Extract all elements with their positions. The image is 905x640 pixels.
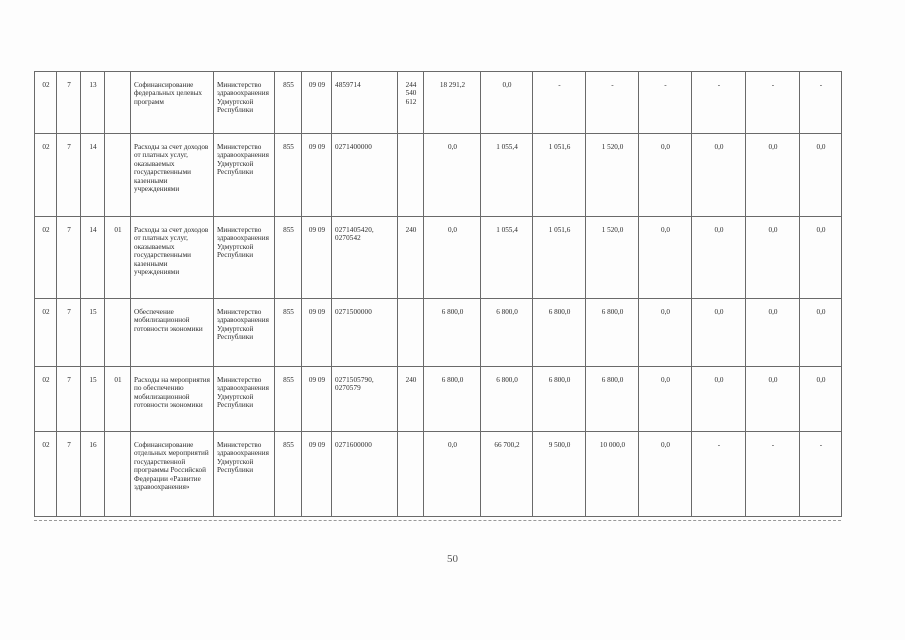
program-code-cell: 02 <box>35 217 57 299</box>
target-item-cell: 0271500000 <box>332 299 398 367</box>
expense-type-cell: 240 <box>398 367 424 432</box>
activity-name-cell: Обеспечение мобилизационной готовности экономики <box>131 299 214 367</box>
page-number: 50 <box>447 553 458 565</box>
value-cell: 10 000,0 <box>586 432 639 517</box>
section-subsection-cell: 09 09 <box>302 72 332 134</box>
activity-code-cell <box>105 72 131 134</box>
section-subsection-cell: 09 09 <box>302 299 332 367</box>
grbs-code-cell: 855 <box>275 367 302 432</box>
grbs-code-cell: 855 <box>275 432 302 517</box>
activity-code-cell <box>105 134 131 217</box>
value-cell: 18 291,2 <box>424 72 481 134</box>
table-row <box>35 72 842 134</box>
main-activity-code-cell: 14 <box>81 134 105 217</box>
target-item-cell: 0271405420, 0270542 <box>332 217 398 299</box>
value-cell: 0,0 <box>639 134 692 217</box>
executor-cell: Министерство здравоохранения Удмуртской Республики <box>214 299 275 367</box>
value-cell: 6 800,0 <box>533 299 586 367</box>
value-cell: 0,0 <box>692 299 746 367</box>
value-cell: 0,0 <box>692 217 746 299</box>
value-cell: 0,0 <box>800 134 842 217</box>
main-activity-code-cell: 16 <box>81 432 105 517</box>
activity-name-cell: Расходы на мероприятия по обеспечению мобилизационной готовности экономики <box>131 367 214 432</box>
subprogram-code-cell: 7 <box>57 134 81 217</box>
program-code-cell: 02 <box>35 432 57 517</box>
executor-cell: Министерство здравоохранения Удмуртской Республики <box>214 432 275 517</box>
value-cell: 6 800,0 <box>533 367 586 432</box>
expense-type-cell: 240 <box>398 217 424 299</box>
target-item-cell: 0271400000 <box>332 134 398 217</box>
section-subsection-cell: 09 09 <box>302 367 332 432</box>
value-cell: 1 051,6 <box>533 217 586 299</box>
activity-code-cell: 01 <box>105 217 131 299</box>
subprogram-code-cell: 7 <box>57 299 81 367</box>
table-bottom-edge <box>34 520 841 521</box>
executor-cell: Министерство здравоохранения Удмуртской Республики <box>214 72 275 134</box>
value-cell: 0,0 <box>692 367 746 432</box>
value-cell: 6 800,0 <box>586 299 639 367</box>
value-cell: 1 051,6 <box>533 134 586 217</box>
subprogram-code-cell: 7 <box>57 217 81 299</box>
value-cell: 6 800,0 <box>481 367 533 432</box>
value-cell: 0,0 <box>639 217 692 299</box>
activity-name-cell: Софинансирование отдельных мероприятий государственной программы Российской Федерации «Развитие здравоохранения» <box>131 432 214 517</box>
program-code-cell: 02 <box>35 72 57 134</box>
table-row <box>35 367 842 432</box>
value-cell: 0,0 <box>746 134 800 217</box>
program-code-cell: 02 <box>35 134 57 217</box>
value-cell: 66 700,2 <box>481 432 533 517</box>
value-cell: 0,0 <box>481 72 533 134</box>
value-cell: 0,0 <box>692 134 746 217</box>
subprogram-code-cell: 7 <box>57 367 81 432</box>
section-subsection-cell: 09 09 <box>302 134 332 217</box>
section-subsection-cell: 09 09 <box>302 432 332 517</box>
value-cell: 0,0 <box>424 432 481 517</box>
subprogram-code-cell: 7 <box>57 72 81 134</box>
executor-cell: Министерство здравоохранения Удмуртской Республики <box>214 367 275 432</box>
section-subsection-cell: 09 09 <box>302 217 332 299</box>
value-cell: 0,0 <box>800 367 842 432</box>
executor-cell: Министерство здравоохранения Удмуртской Республики <box>214 217 275 299</box>
table-row <box>35 432 842 517</box>
table-row <box>35 217 842 299</box>
activity-name-cell: Расходы за счет доходов от платных услуг, оказываемых государственными казенными учреждениями <box>131 217 214 299</box>
executor-cell: Министерство здравоохранения Удмуртской Республики <box>214 134 275 217</box>
value-cell: - <box>586 72 639 134</box>
activity-code-cell <box>105 432 131 517</box>
value-cell: 0,0 <box>746 299 800 367</box>
grbs-code-cell: 855 <box>275 72 302 134</box>
value-cell: 0,0 <box>800 217 842 299</box>
value-cell: 1 520,0 <box>586 134 639 217</box>
value-cell: - <box>692 432 746 517</box>
target-item-cell: 4859714 <box>332 72 398 134</box>
activity-code-cell: 01 <box>105 367 131 432</box>
value-cell: 6 800,0 <box>586 367 639 432</box>
grbs-code-cell: 855 <box>275 217 302 299</box>
value-cell: 0,0 <box>424 217 481 299</box>
value-cell: - <box>746 72 800 134</box>
target-item-cell: 0271600000 <box>332 432 398 517</box>
program-code-cell: 02 <box>35 299 57 367</box>
value-cell: - <box>639 72 692 134</box>
value-cell: 0,0 <box>639 432 692 517</box>
main-activity-code-cell: 13 <box>81 72 105 134</box>
table-row <box>35 299 842 367</box>
value-cell: 1 055,4 <box>481 134 533 217</box>
activity-code-cell <box>105 299 131 367</box>
value-cell: - <box>533 72 586 134</box>
value-cell: 1 055,4 <box>481 217 533 299</box>
value-cell: 9 500,0 <box>533 432 586 517</box>
main-activity-code-cell: 15 <box>81 299 105 367</box>
value-cell: 6 800,0 <box>424 367 481 432</box>
subprogram-code-cell: 7 <box>57 432 81 517</box>
value-cell: 6 800,0 <box>424 299 481 367</box>
target-item-cell: 0271505790, 0270579 <box>332 367 398 432</box>
value-cell: 0,0 <box>746 217 800 299</box>
value-cell: - <box>746 432 800 517</box>
value-cell: 0,0 <box>746 367 800 432</box>
table-row <box>35 134 842 217</box>
value-cell: 0,0 <box>639 367 692 432</box>
activity-name-cell: Софинансирование федеральных целевых программ <box>131 72 214 134</box>
budget-table <box>34 71 842 517</box>
value-cell: 0,0 <box>639 299 692 367</box>
main-activity-code-cell: 15 <box>81 367 105 432</box>
value-cell: - <box>800 72 842 134</box>
expense-type-cell <box>398 432 424 517</box>
expense-type-cell <box>398 134 424 217</box>
value-cell: 0,0 <box>424 134 481 217</box>
grbs-code-cell: 855 <box>275 134 302 217</box>
main-activity-code-cell: 14 <box>81 217 105 299</box>
expense-type-cell: 244 540 612 <box>398 72 424 134</box>
value-cell: - <box>692 72 746 134</box>
grbs-code-cell: 855 <box>275 299 302 367</box>
program-code-cell: 02 <box>35 367 57 432</box>
value-cell: 1 520,0 <box>586 217 639 299</box>
value-cell: 0,0 <box>800 299 842 367</box>
activity-name-cell: Расходы за счет доходов от платных услуг, оказываемых государственными казенными учреждениями <box>131 134 214 217</box>
expense-type-cell <box>398 299 424 367</box>
value-cell: 6 800,0 <box>481 299 533 367</box>
value-cell: - <box>800 432 842 517</box>
table-body <box>35 72 842 517</box>
